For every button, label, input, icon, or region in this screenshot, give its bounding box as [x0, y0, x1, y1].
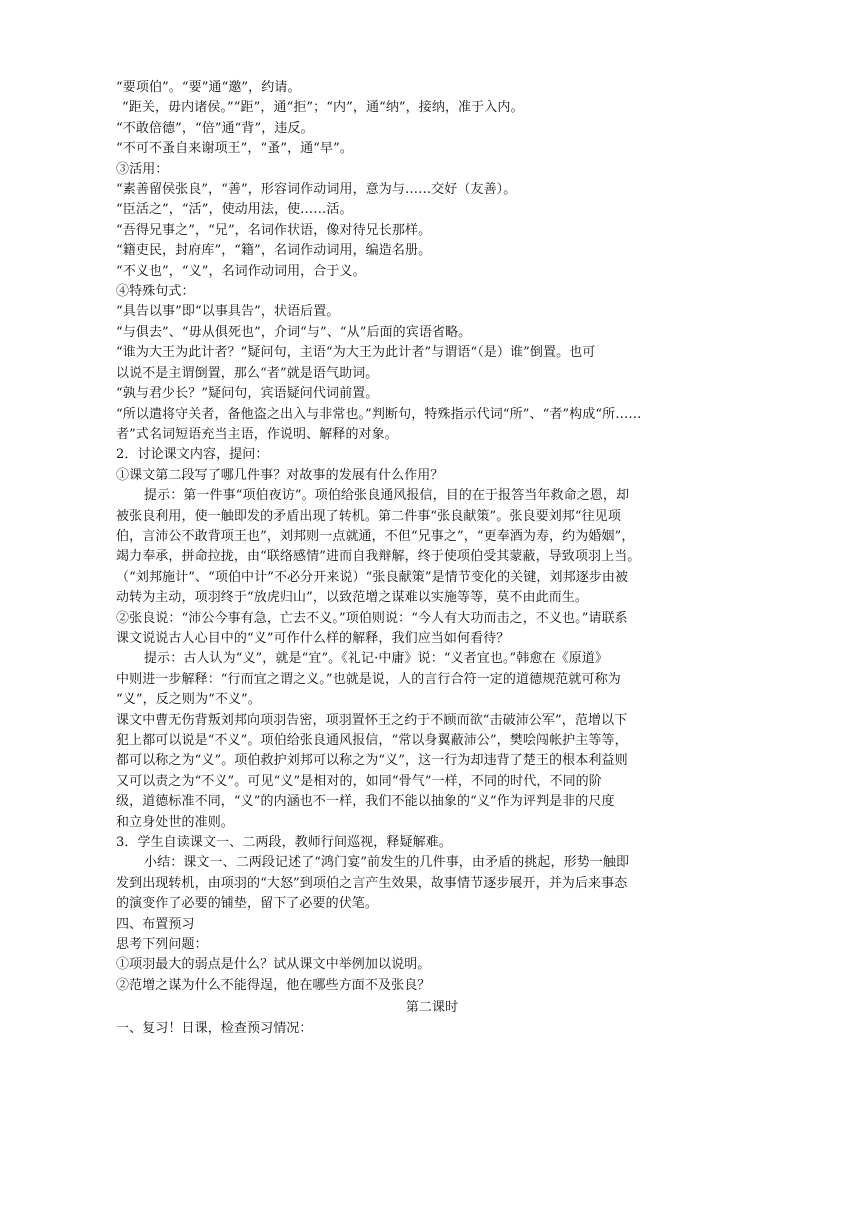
- text-line: 发到出现转机，由项羽的“大怒”到项伯之言产生效果，故事情节逐步展开，并为后来事态: [116, 875, 628, 891]
- text-line: 被张良利用，使一触即发的矛盾出现了转机。第二件事“张良献策”。张良要刘邦“往见项: [116, 508, 621, 524]
- section-heading: 2．讨论课文内容，提问：: [116, 447, 269, 463]
- text-line: 犯上都可以说是“不义”。项伯给张良通风报信，“常以身翼蔽沛公”，樊哙闯帐护主等等，: [116, 733, 628, 748]
- text-line: 以说不是主谓倒置，那么“者”就是语气助词。: [116, 365, 379, 381]
- lesson-title: 第二课时: [405, 1000, 459, 1016]
- text-line: 思考下列问题：: [116, 937, 208, 953]
- text-line: “谁为大王为此计者？”疑问句，主语“为大王为此计者”与谓语“（是）谁”倒置。也可: [116, 345, 596, 361]
- section-heading: 3．学生自读课文一、二两段，教师行间巡视，释疑解难。: [116, 835, 452, 851]
- text-line: “素善留侯张良”，“善”，形容词作动词用，意为与……交好（友善）。: [116, 182, 517, 198]
- section-heading: ③活用：: [116, 161, 169, 177]
- section-heading: 一、复习！日课，检查预习情况：: [116, 1020, 313, 1036]
- summary-line: 小结：课文一、二两段记述了“鸿门宴”前发生的几件事，由矛盾的挑起，形势一触即: [144, 855, 630, 871]
- text-line: “要项伯”。“要”通“邀”，约请。: [116, 80, 301, 95]
- question-line: ②张良说：“沛公今事有急，亡去不义。”项伯则说：“今人有大功而击之，不义也。”请联系: [116, 610, 628, 626]
- question-line: ②范增之谋为什么不能得逞，他在哪些方面不及张良？: [116, 977, 431, 993]
- text-line: “不义也”，“义”，名词作动词用，合于义。: [116, 263, 366, 279]
- text-line: “孰与君少长？”疑问句，宾语疑问代词前置。: [116, 386, 379, 402]
- text-line: “距关，毋内诸侯。”“距”，通“拒”；“内”，通“纳”，接纳，准于入内。: [122, 100, 524, 116]
- text-line: 中则进一步解释：“行而宜之谓之义。”也就是说，人的言行合符一定的道德规范就可称为: [116, 671, 621, 687]
- text-line: 者”式名词短语充当主语，作说明、解释的对象。: [116, 426, 398, 442]
- section-heading: ④特殊句式：: [116, 284, 195, 300]
- text-line: “臣活之”，“活”，使动用法，使……活。: [116, 202, 353, 218]
- hint-line: 提示：古人认为“义”，就是“宜”。《礼记·中庸》说：“义者宜也。”韩愈在《原道》: [144, 651, 609, 667]
- question-line: ①项羽最大的弱点是什么？试从课文中举例加以说明。: [116, 957, 431, 973]
- text-line: 的演变作了必要的铺垫，留下了必要的伏笔。: [116, 896, 379, 912]
- document-page: [116, 78, 748, 1039]
- text-line: 伯，言沛公不敢背项王也”，刘邦则一点就通，不但“兄事之”，“更奉酒为寿，约为婚姻”，: [116, 528, 635, 544]
- text-line: “不敢倍德”，“倍”通“背”，违反。: [116, 120, 314, 136]
- text-line: 和立身处世的准则。: [116, 814, 234, 830]
- text-line: “籍吏民，封府库”，“籍”，名词作动词用，编造名册。: [116, 243, 432, 259]
- text-line: “吾得兄事之”，“兄”，名词作状语，像对待兄长那样。: [116, 222, 432, 238]
- text-line: （“刘邦施计”、“项伯中计”不必分开来说）“张良献策”是情节变化的关键，刘邦逐步由被: [116, 569, 629, 585]
- text-line: “具告以事”即“以事具告”，状语后置。: [116, 304, 340, 320]
- text-line: 课文中曹无伤背叛刘邦向项羽告密，项羽置怀王之约于不顾而欲“击破沛公军”，范增以下: [116, 712, 628, 728]
- text-line: 都可以称之为“义”。项伯救护刘邦可以称之为“义”，这一行为却违背了楚王的根本利益则: [116, 753, 628, 769]
- hint-line: 提示：第一件事“项伯夜访”。项伯给张良通风报信，目的在于报答当年救命之恩，却: [144, 488, 630, 504]
- text-line: “与俱去”、“毋从俱死也”，介词“与”、“从”后面的宾语省略。: [116, 324, 472, 340]
- text-line: 动转为主动，项羽终于“放虎归山”，以致范增之谋难以实施等等，莫不由此而生。: [116, 590, 588, 606]
- question-line: 课文说说古人心目中的“义”可作什么样的解释，我们应当如何看待？: [116, 630, 510, 646]
- text-line: “所以遣将守关者，备他盗之出入与非常也。”判断句，特殊指示代词“所”、“者”构成“所……: [116, 406, 642, 422]
- text-line: 竭力奉承，拼命拉拢，由“联络感情”进而自我辩解，终于使项伯受其蒙蔽，导致项羽上当。: [116, 549, 641, 565]
- text-line: 又可以责之为“不义”。可见“义”是相对的，如同“骨气”一样，不同的时代，不同的阶: [116, 773, 602, 789]
- question-line: ①课文第二段写了哪几件事？对故事的发展有什么作用？: [116, 467, 444, 483]
- text-line: “义”，反之则为“不义”。: [116, 692, 261, 708]
- text-line: 级，道德标准不同，“义”的内涵也不一样，我们不能以抽象的“义”作为评判是非的尺度: [116, 794, 615, 810]
- text-line: “不可不蚤自来谢项王”，“蚤”，通“早”。: [116, 141, 353, 157]
- section-heading: 四、布置预习: [116, 916, 195, 932]
